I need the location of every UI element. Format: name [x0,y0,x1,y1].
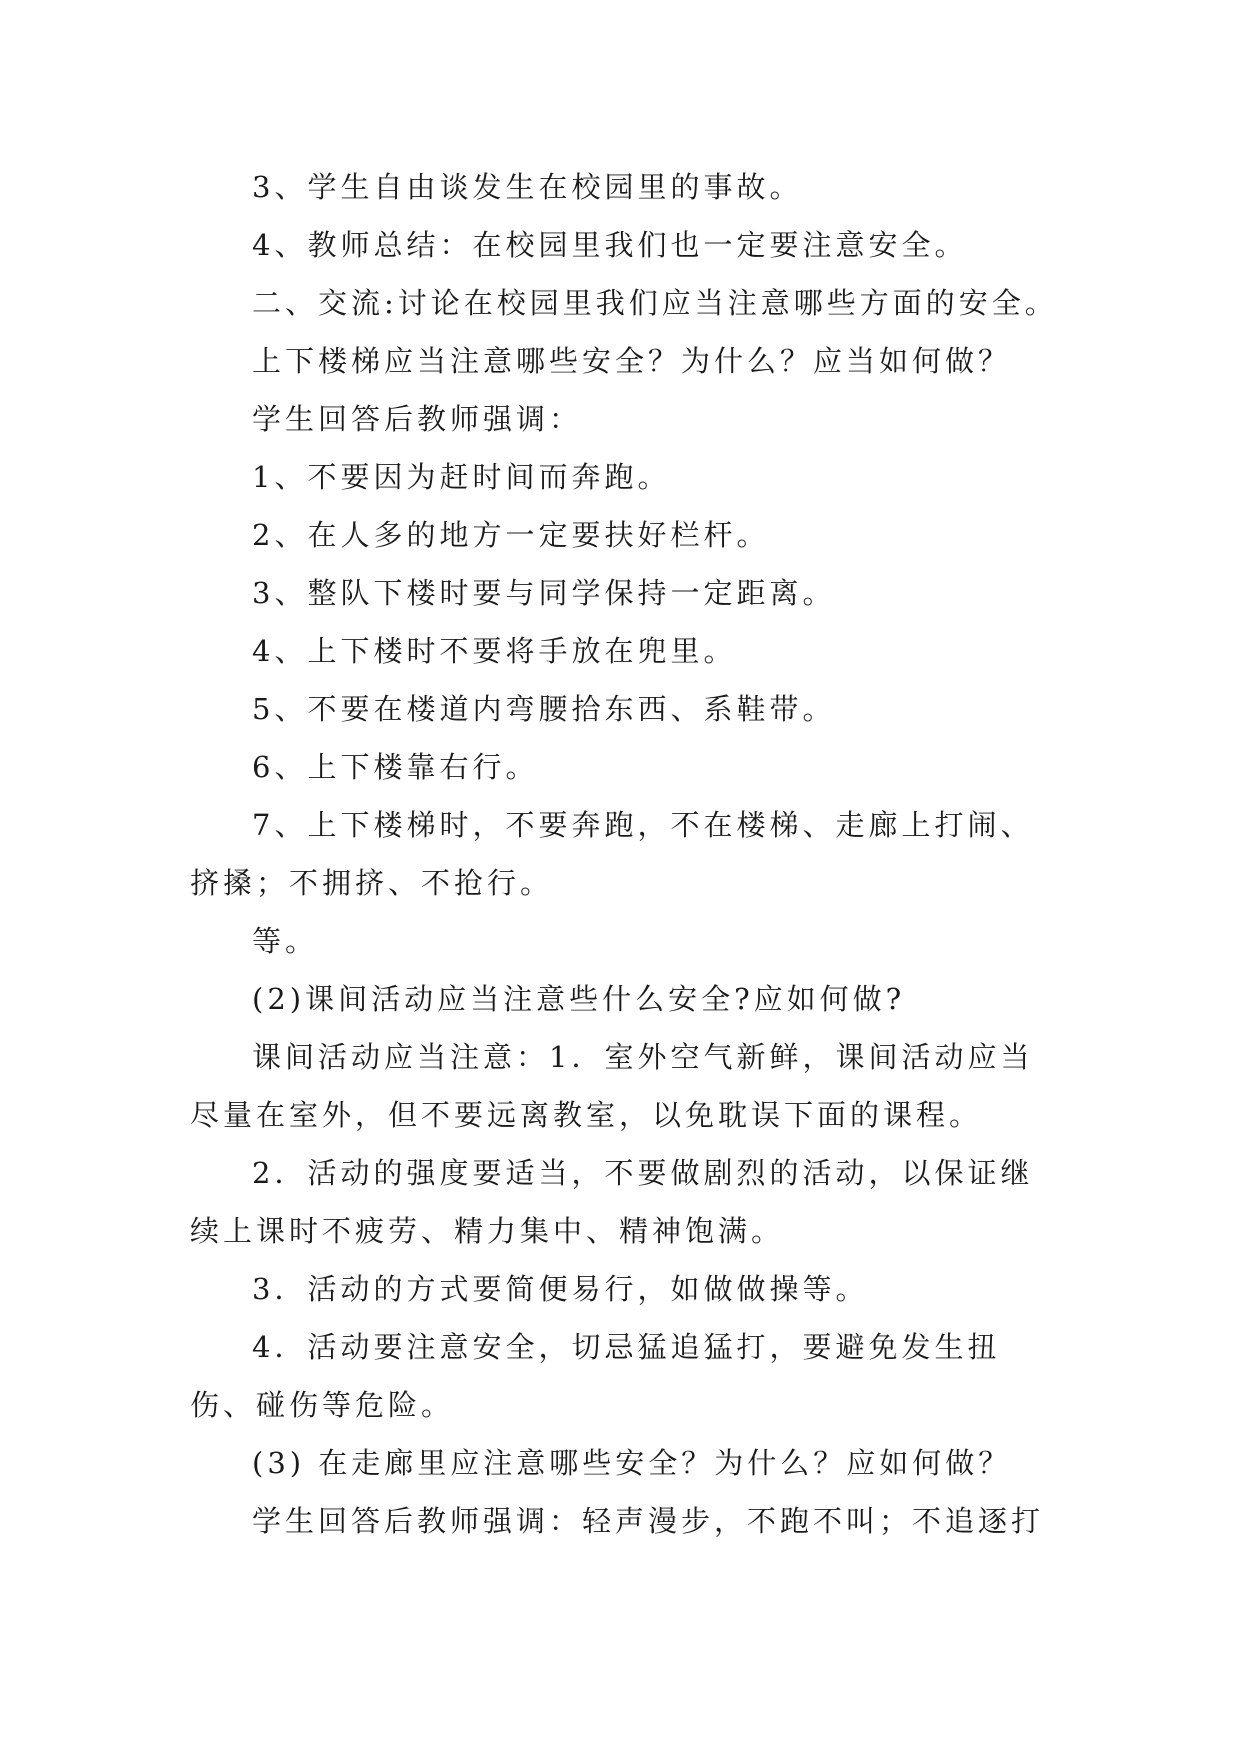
paragraph-12: 7、上下楼梯时，不要奔跑，不在楼梯、走廊上打闹、挤搡；不拥挤、不抢行。 [190,808,1034,900]
paragraph-19: (3) 在走廊里应注意哪些安全？为什么？应如何做？ [252,1446,1012,1480]
paragraph-6: 1、不要因为赶时间而奔跑。 [252,460,671,494]
paragraph-3: 二、交流:讨论在校园里我们应当注意哪些方面的安全。 [252,286,1058,320]
paragraph-18: 4．活动要注意安全，切忌猛追猛打，要避免发生扭伤、碰伤等危险。 [190,1330,1001,1422]
paragraph-5: 学生回答后教师强调： [252,402,583,436]
paragraph-8: 3、整队下楼时要与同学保持一定距离。 [252,576,836,610]
paragraph-9: 4、上下楼时不要将手放在兜里。 [252,634,737,668]
paragraph-20: 学生回答后教师强调：轻声漫步，不跑不叫；不追逐打 [252,1504,1045,1538]
paragraph-1: 3、学生自由谈发生在校园里的事故。 [252,170,803,204]
paragraph-16: 2．活动的强度要适当，不要做剧烈的活动，以保证继续上课时不疲劳、精力集中、精神饱满。 [190,1156,1034,1248]
paragraph-10: 5、不要在楼道内弯腰拾东西、系鞋带。 [252,692,836,726]
paragraph-15: 课间活动应当注意：1．室外空气新鲜，课间活动应当尽量在室外，但不要远离教室，以免耽误下面的课程。 [190,1040,1034,1132]
paragraph-11: 6、上下楼靠右行。 [252,750,539,784]
document-body [190,158,1065,1550]
paragraph-17: 3．活动的方式要简便易行，如做做操等。 [252,1272,869,1306]
paragraph-4: 上下楼梯应当注意哪些安全？为什么？应当如何做？ [252,344,1012,378]
paragraph-13: 等。 [252,924,319,958]
paragraph-14: (2)课间活动应当注意些什么安全?应如何做? [252,982,906,1016]
paragraph-2: 4、教师总结：在校园里我们也一定要注意安全。 [252,228,968,262]
paragraph-7: 2、在人多的地方一定要扶好栏杆。 [252,518,770,552]
